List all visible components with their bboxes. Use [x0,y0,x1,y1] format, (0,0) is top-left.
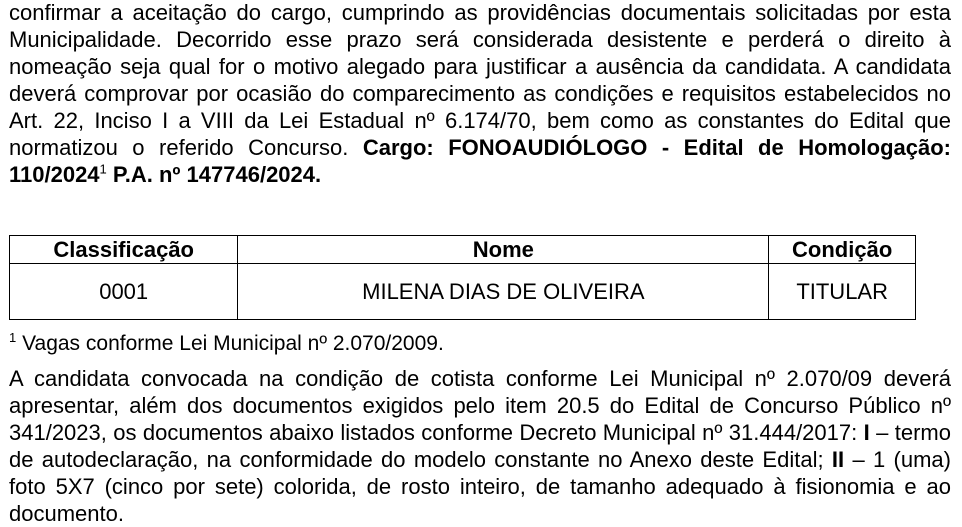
paragraph-bottom-text-2: – termo de autodeclaração, na conformidade do modelo constante no Anexo deste Edital; [9,420,951,472]
header-classificacao: Classificação [10,236,238,264]
footnote [9,330,444,357]
paragraph-top [9,0,951,188]
item-2-label: II [831,447,845,472]
item-1-label: I [863,420,870,445]
footnote-mark: 1 [9,330,17,345]
footnote-reference: 1 [99,161,107,177]
cell-nome: MILENA DIAS DE OLIVEIRA [238,264,769,320]
paragraph-top-text: confirmar a aceitação do cargo, cumprindo as providências documentais solicitadas por esta Municipalidade. Decorrido esse prazo será considerada desistente e perderá o direito à nomeação seja qual for o motivo alegado para justificar a ausência da candidata. A candidata deverá comprovar por ocasião do comparecimento as condições e requisitos estabelecidos no Art. 22, Inciso I a VIII da Lei Estadual nº 6.174/70, bem como as constantes do Edital que normatizou o referido Concurso. [9,0,951,160]
footnote-text: Vagas conforme Lei Municipal nº 2.070/2009. [16,332,444,355]
header-condicao: Condição [769,236,916,264]
process-number: P.A. nº 147746/2024. [106,162,322,187]
header-nome: Nome [238,236,769,264]
classification-table [9,235,916,320]
paragraph-bottom-text-1: A candidata convocada na condição de cotista conforme Lei Municipal nº 2.070/09 deverá apresentar, além dos documentos exigidos pelo item 20.5 do Edital de Concurso Público nº 341/2023, os documentos abaixo listados conforme Decreto Municipal nº 31.444/2017: [9,366,951,445]
table-header-row [10,236,916,264]
cell-condicao: TITULAR [769,264,916,320]
table-row [10,264,916,320]
paragraph-bottom-text-3: – 1 (uma) foto 5X7 (cinco por sete) colorida, de rosto inteiro, de tamanho adequado à fisionomia e ao documento. [9,447,951,526]
cargo-heading: Cargo: FONOAUDIÓLOGO - Edital de Homologação: 110/2024 [9,135,951,187]
cell-classificacao: 0001 [10,264,238,320]
paragraph-bottom [9,365,951,527]
